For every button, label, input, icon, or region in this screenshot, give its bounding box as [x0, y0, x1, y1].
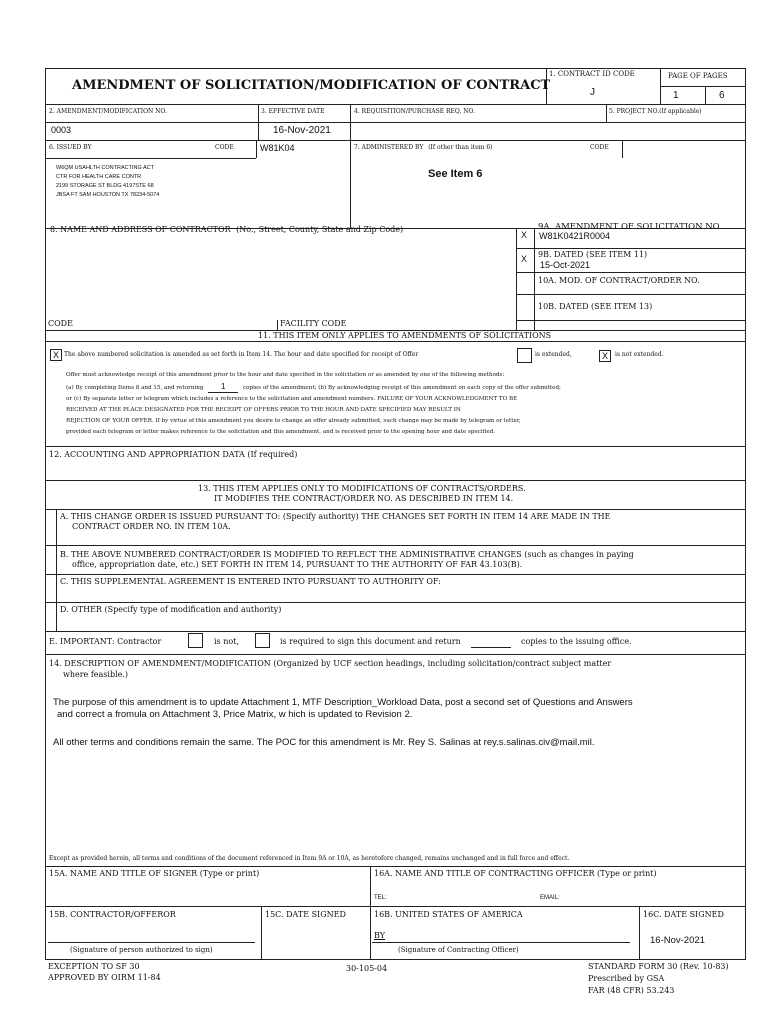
by-label: BY — [374, 931, 386, 940]
issuer-line: 2199 STORAGE ST BLDG 4197STE 68 — [56, 183, 154, 189]
item10b-label: 10B. DATED (SEE ITEM 13) — [538, 302, 653, 311]
item9b-value: 15-Oct-2021 — [540, 260, 591, 270]
terms-unchanged-notice: Except as provided herein, all terms and conditions of the document referenced in Item 9A or 10A, as heretofore changed, remains unchanged and in full force and effect. — [49, 855, 570, 862]
contractor-address-title: 8. NAME AND ADDRESS OF CONTRACTOR — [50, 225, 231, 234]
description-label-line: 14. DESCRIPTION OF AMENDMENT/MODIFICATION (Organized by UCF section headings, including solicitation/contract subject matter — [49, 659, 612, 668]
description-label-line: where feasible.) — [63, 670, 129, 679]
instruction-text: copies of the amendment; (b) By acknowledging receipt of this amendment on each copy of the offer submitted; — [242, 385, 561, 391]
total-pages: 6 — [719, 90, 725, 101]
item9b-label: 9B. DATED (SEE ITEM 11) — [538, 250, 648, 259]
administered-by-value: See Item 6 — [428, 168, 483, 180]
effective-date-value: 16-Nov-2021 — [273, 125, 331, 136]
instruction-line: REJECTION OF YOUR OFFER. If by virtue of this amendment you desire to change an offer already submitted, such change may be made by telegram or letter, — [66, 418, 521, 424]
item13b-line: B. THE ABOVE NUMBERED CONTRACT/ORDER IS MODIFIED TO REFLECT THE ADMINISTRATIVE CHANGES (such as changes in paying — [60, 550, 634, 559]
issued-by-code-value: W81K04 — [260, 143, 295, 153]
item13a-text — [60, 512, 610, 532]
item13-title-line1: 13. THIS ITEM APPLIES ONLY TO MODIFICATIONS OF CONTRACTS/ORDERS. — [198, 484, 526, 493]
contract-id-code-value: J — [590, 87, 595, 98]
instruction-text: (a) By completing Items 8 and 15, and returning — [66, 385, 204, 391]
administered-by-label — [354, 144, 493, 151]
officer-date-signed-label: 16C. DATE SIGNED — [643, 910, 724, 919]
not-extended-checkbox[interactable]: X — [599, 350, 611, 362]
footer-standard-form: STANDARD FORM 30 (Rev. 10-83) — [588, 962, 729, 971]
instruction-line: provided each telegram or letter makes reference to the solicitation and this amendment, and is received prior to the opening hour and date specified. — [66, 429, 496, 435]
contract-id-code-label: 1. CONTRACT ID CODE — [549, 70, 635, 78]
officer-signature-caption: (Signature of Contracting Officer) — [398, 946, 519, 954]
project-no-label: 5. PROJECT NO.(If applicable) — [609, 108, 702, 115]
contractor-offeror-label: 15B. CONTRACTOR/OFFEROR — [49, 910, 176, 919]
page-of-pages-label: PAGE OF PAGES — [668, 72, 728, 80]
administered-by-code-label: CODE — [590, 144, 609, 151]
item10a-label: 10A. MOD. OF CONTRACT/ORDER NO. — [538, 276, 700, 285]
is-not-checkbox[interactable] — [188, 633, 203, 648]
extended-checkbox[interactable] — [517, 348, 532, 363]
page-number: 1 — [673, 90, 679, 101]
instruction-line: Offer must acknowledge receipt of this amendment prior to the hour and date specified in the solicitation or as amended by one of the following methods: — [66, 372, 505, 378]
item13c-text: C. THIS SUPPLEMENTAL AGREEMENT IS ENTERED INTO PURSUANT TO AUTHORITY OF: — [60, 577, 441, 586]
is-not-label: is not, — [214, 637, 239, 646]
important-label: E. IMPORTANT: Contractor — [49, 637, 162, 646]
issuer-line: JBSA FT SAM HOUSTON TX 78234-5074 — [56, 192, 160, 198]
instruction-line: RECEIVED AT THE PLACE DESIGNATED FOR THE RECEIPT OF OFFERS PRIOR TO THE HOUR AND DATE SPECIFIED MAY RESULT IN — [66, 407, 461, 413]
contractor-address-label — [50, 225, 403, 234]
item13b-text — [60, 550, 634, 570]
form-title: AMENDMENT OF SOLICITATION/MODIFICATION OF CONTRACT — [72, 78, 551, 93]
description-label — [49, 658, 611, 680]
item13d-text: D. OTHER (Specify type of modification and authority) — [60, 605, 282, 614]
is-required-checkbox[interactable] — [255, 633, 270, 648]
footer-approved: APPROVED BY OIRM 11-84 — [48, 973, 161, 982]
issued-by-label: 6. ISSUED BY — [49, 144, 92, 151]
signer-name-label: 15A. NAME AND TITLE OF SIGNER (Type or print) — [49, 869, 260, 878]
instruction-line — [66, 381, 561, 394]
item13a-line: CONTRACT ORDER NO. IN ITEM 10A. — [72, 522, 231, 531]
item11-line1: The above numbered solicitation is amended as set forth in Item 14. The hour and date specified for receipt of Offer — [64, 351, 419, 358]
requisition-label: 4. REQUISITION/PURCHASE REQ. NO. — [354, 108, 476, 115]
administered-by-note: (If other than item 6) — [428, 144, 493, 151]
footer-left — [48, 961, 161, 983]
item13a-line: A. THIS CHANGE ORDER IS ISSUED PURSUANT TO: (Specify authority) THE CHANGES SET FORTH IN ITEM 14 ARE MADE IN THE — [60, 512, 611, 521]
item13b-line: office, appropriation date, etc.) SET FORTH IN ITEM 14, PURSUANT TO THE AUTHORITY OF FAR 43.103(B). — [72, 560, 523, 569]
accounting-data-label: 12. ACCOUNTING AND APPROPRIATION DATA (If required) — [49, 450, 298, 459]
is-required-label: is required to sign this document and return — [280, 637, 461, 646]
footer-form-number: 30-105-04 — [346, 964, 388, 973]
contractor-code-label: CODE — [48, 319, 73, 328]
copies-count[interactable]: 1 — [208, 381, 238, 393]
tel-label: TEL: — [374, 895, 387, 901]
item13-title-line2: IT MODIFIES THE CONTRACT/ORDER NO. AS DESCRIBED IN ITEM 14. — [214, 494, 514, 503]
solicitation-amended-checkbox[interactable]: X — [50, 349, 62, 361]
united-states-label: 16B. UNITED STATES OF AMERICA — [374, 910, 523, 919]
email-label: EMAIL: — [540, 895, 560, 901]
description-paragraph: The purpose of this amendment is to update Attachment 1, MTF Description_Workload Data, post a second set of Questions and Answers — [53, 697, 633, 708]
extended-label: is extended, — [535, 351, 572, 358]
contractor-address-note: (No., Street, County, State and Zip Code) — [236, 225, 404, 234]
contracting-officer-name-label: 16A. NAME AND TITLE OF CONTRACTING OFFICER (Type or print) — [374, 869, 657, 878]
item9b-check[interactable]: X — [521, 254, 528, 264]
copies-to-issuing-office: copies to the issuing office. — [521, 637, 632, 646]
issuer-address — [56, 164, 159, 200]
instruction-line: or (c) By separate letter or telegram which includes a reference to the solicitation and amendment numbers. FAILURE OF YOUR ACKNOWLEDGMENT TO BE — [66, 396, 518, 402]
administered-by-title: 7. ADMINISTERED BY — [354, 144, 424, 151]
footer-exception: EXCEPTION TO SF 30 — [48, 962, 140, 971]
contracting-officer-date: 16-Nov-2021 — [650, 935, 705, 946]
not-extended-label: is not extended. — [615, 351, 664, 358]
item9a-check[interactable]: X — [521, 230, 528, 240]
contractor-signature-caption: (Signature of person authorized to sign) — [70, 946, 213, 954]
issued-by-code-label: CODE — [215, 144, 234, 151]
contractor-date-signed-label: 15C. DATE SIGNED — [265, 910, 346, 919]
footer-far: FAR (48 CFR) 53.243 — [588, 986, 675, 995]
facility-code-label: FACILITY CODE — [280, 319, 347, 328]
amendment-no-value: 0003 — [51, 125, 72, 135]
amendment-no-label: 2. AMENDMENT/MODIFICATION NO. — [49, 108, 167, 115]
description-paragraph: and correct a fromula on Attachment 3, Price Matrix, w hich is updated to Revision 2. — [57, 709, 413, 720]
footer-prescribed: Prescribed by GSA — [588, 974, 665, 983]
item11-instructions — [66, 370, 561, 438]
item11-title: 11. THIS ITEM ONLY APPLIES TO AMENDMENTS OF SOLICITATIONS — [258, 331, 552, 340]
item9a-label: 9A. AMENDMENT OF SOLICITATION NO. — [538, 222, 722, 232]
issuer-line: W6QM USAHLTH CONTRACTING ACT — [56, 165, 154, 171]
description-terms: All other terms and conditions remain the same. The POC for this amendment is Mr. Rey S. Salinas at rey.s.salinas.civ@mail.mil. — [53, 737, 595, 748]
item9a-value: W81K0421R0004 — [539, 231, 611, 241]
footer-right — [588, 961, 729, 997]
description-body — [53, 697, 633, 721]
return-copies-field[interactable] — [471, 647, 511, 648]
effective-date-label: 3. EFFECTIVE DATE — [261, 108, 325, 115]
issuer-line: CTR FOR HEALTH CARE CONTR — [56, 174, 142, 180]
